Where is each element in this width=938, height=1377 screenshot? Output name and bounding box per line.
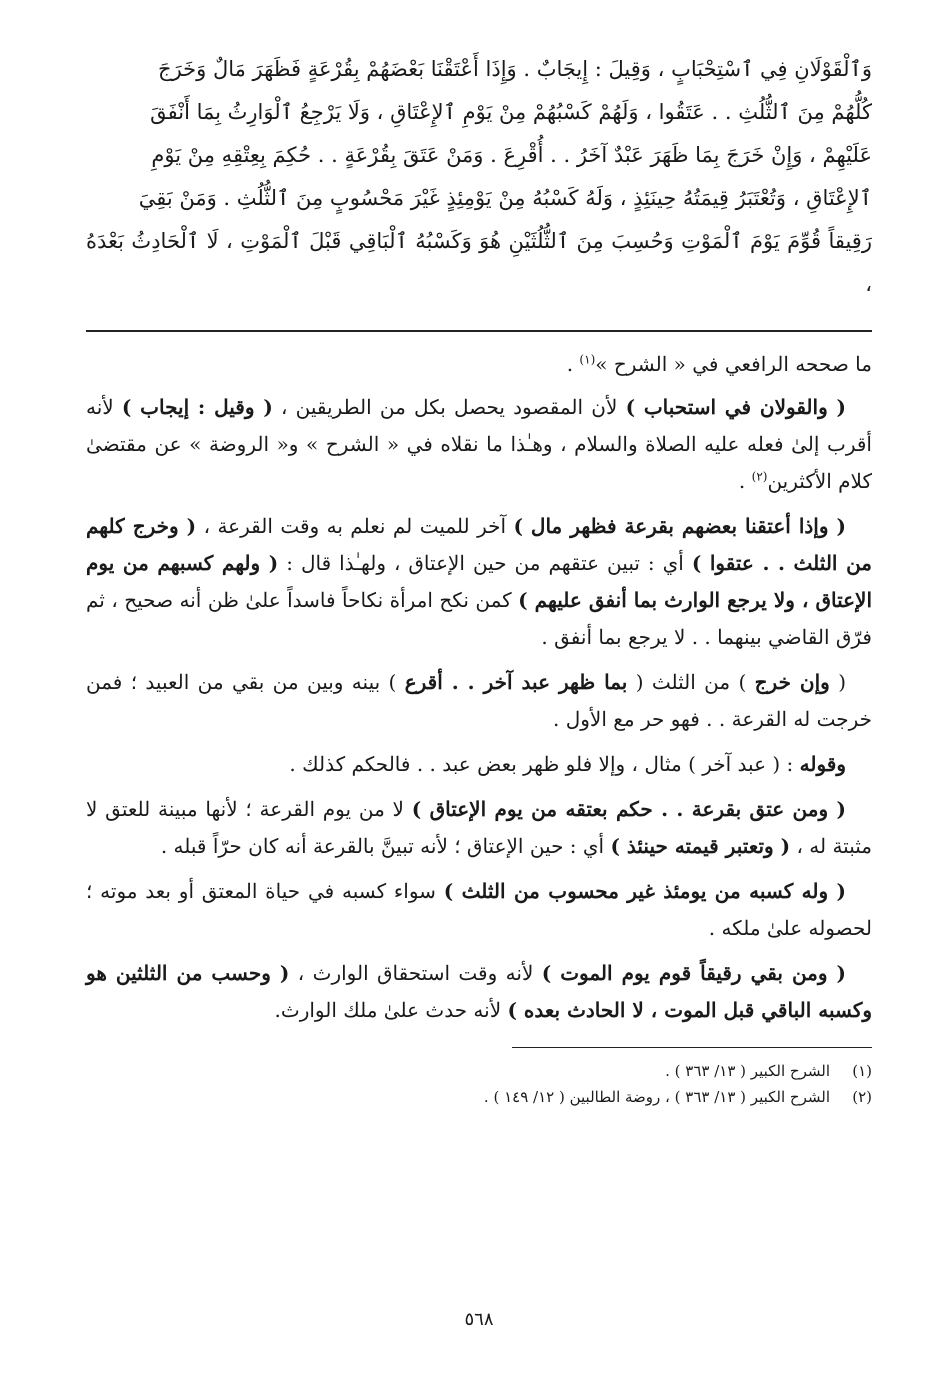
- page-number: ٥٦٨: [464, 1309, 494, 1330]
- quoted-matn: ( وقيل : إيجاب ): [121, 395, 273, 419]
- commentary-text: ) بينه وبين من بقي من العبيد ؛ فمن خرجت له القرعة . . فهو حر مع الأول .: [86, 670, 872, 731]
- commentary-text: لا من يوم القرعة ؛ لأنها مبينة للعتق لا مثبتة له ،: [86, 797, 872, 858]
- book-page: [86, 48, 872, 1348]
- commentary-paragraph: [86, 664, 872, 738]
- commentary-text: : ( عبد آخر ) مثال ، وإلا فلو ظهر بعض عبد . . فالحكم كذلك .: [289, 752, 800, 776]
- quoted-matn: ( ومن بقي رقيقاً قوم يوم الموت ): [541, 961, 846, 985]
- commentary-paragraph: [86, 746, 872, 783]
- commentary-text: ما صححه الرافعي في « الشرح »: [595, 352, 872, 376]
- footnote: [86, 1058, 872, 1084]
- footnote-number: (٢): [852, 1088, 872, 1106]
- quoted-matn: ( ولهم كسبهم من يوم الإعتاق ، ولا يرجع الوارث بما أنفق عليهم ): [86, 551, 873, 612]
- commentary-paragraph: [86, 955, 872, 1029]
- commentary-paragraph: [86, 791, 872, 865]
- quoted-matn: ( وتعتبر قيمته حينئذ ): [610, 834, 791, 858]
- matn-text-block: [86, 48, 872, 306]
- commentary-text: .: [738, 469, 752, 493]
- quoted-matn: بما ظهر عبد آخر . . أقرع: [404, 670, 628, 694]
- commentary-paragraph: [86, 508, 872, 656]
- commentary-text: .: [566, 352, 580, 376]
- commentary-block: [86, 346, 872, 1029]
- commentary-text: آخر للميت لم نعلم به وقت القرعة ،: [196, 514, 514, 538]
- quoted-matn: ( وله كسبه من يومئذ غير محسوب من الثلث ): [443, 879, 846, 903]
- footnote-divider: [512, 1047, 872, 1048]
- commentary-text: لأن المقصود يحصل بكل من الطريقين ،: [272, 395, 626, 419]
- matn-line: وَٱلْقَوْلَانِ فِي ٱسْتِحْبَابٍ ، وَقِيلَ : إِيجَابٌ . وَإِذَا أَعْتَقْنَا بَعْضَهُمْ بِقُرْعَةٍ فَظَهَرَ مَالٌ وَخَرَجَ: [158, 57, 872, 81]
- commentary-paragraph: [86, 873, 872, 947]
- commentary-text: لأنه أقرب إلىٰ فعله عليه الصلاة والسلام ، وهـٰذا ما نقلاه في « الشرح » و« الروضة » عن مقتضىٰ كلام الأكثرين: [86, 395, 872, 493]
- footnote-number: (١): [852, 1062, 872, 1080]
- commentary-text: أي : حين الإعتاق ؛ لأنه تبينَّ بالقرعة أنه كان حرّاً قبله .: [160, 834, 611, 858]
- footnote-ref: (١): [579, 352, 596, 367]
- footnote: [86, 1084, 872, 1110]
- matn-line: عَلَيْهِمْ ، وَإِنْ خَرَجَ بِمَا ظَهَرَ عَبْدٌ آخَرُ . . أُقْرِعَ . وَمَنْ عَتَقَ بِقُرْعَةٍ . . حُكِمَ بِعِتْقِهِ مِنْ يَوْمِ: [151, 143, 872, 167]
- commentary-text: لأنه حدث علىٰ ملك الوارث.: [274, 998, 508, 1022]
- footnote-ref: (٢): [751, 469, 768, 484]
- commentary-text: ) من الثلث (: [627, 670, 755, 694]
- footnote-text: الشرح الكبير ( ١٣/ ٣٦٣ ) ، روضة الطالبين ( ١٢/ ١٤٩ ) .: [483, 1088, 830, 1106]
- quoted-matn: ( وإذا أعتقنا بعضهم بقرعة فظهر مال ): [513, 514, 846, 538]
- quoted-matn: ( وحسب من الثلثين هو وكسبه الباقي قبل الموت ، لا الحادث بعده ): [86, 961, 872, 1022]
- matn-line: كُلُّهُمْ مِنَ ٱلثُّلُثِ . . عَتَقُوا ، وَلَهُمْ كَسْبُهُمْ مِنْ يَوْمِ ٱلإِعْتَاقِ ، وَلَا يَرْجِعُ ٱلْوَارِثُ بِمَا أَنْفَقَ: [150, 100, 872, 124]
- quoted-matn: ( والقولان في استحباب ): [625, 395, 847, 419]
- commentary-paragraph: [86, 346, 872, 383]
- commentary-text: سواء كسبه في حياة المعتق أو بعد موته ؛ لحصوله علىٰ ملكه .: [86, 879, 872, 940]
- matn-line: ٱلإِعْتَاقِ ، وَتُعْتَبَرُ قِيمَتُهُ حِينَئِذٍ ، وَلَهُ كَسْبُهُ مِنْ يَوْمِئِذٍ غَيْرَ مَحْسُوبٍ مِنَ ٱلثُّلُثِ . وَمَنْ بَقِيَ: [138, 186, 872, 210]
- commentary-text: (: [829, 670, 846, 694]
- commentary-text: كمن نكح امرأة نكاحاً فاسداً علىٰ ظن أنه صحيح ، ثم فرّق القاضي بينهما . . لا يرجع بما أنفق .: [86, 588, 872, 649]
- footnote-text: الشرح الكبير ( ١٣/ ٣٦٣ ) .: [665, 1062, 830, 1080]
- quoted-matn: ( وخرج كلهم من الثلث . . عتقوا ): [86, 514, 873, 575]
- quoted-matn: وقوله: [799, 752, 846, 776]
- footnotes-block: [86, 1058, 872, 1110]
- matn-line: رَقِيقاً قُوِّمَ يَوْمَ ٱلْمَوْتِ وَحُسِبَ مِنَ ٱلثُّلُثَيْنِ هُوَ وَكَسْبُهُ ٱلْبَاقِي قَبْلَ ٱلْمَوْتِ ، لَا ٱلْحَادِثُ بَعْدَهُ ،: [86, 229, 872, 296]
- commentary-text: لأنه وقت استحقاق الوارث ،: [289, 961, 542, 985]
- quoted-matn: ( ومن عتق بقرعة . . حكم بعتقه من يوم الإعتاق ): [411, 797, 846, 821]
- commentary-paragraph: [86, 389, 872, 500]
- matn-divider: [86, 330, 872, 332]
- quoted-matn: وإن خرج: [754, 670, 830, 694]
- commentary-text: أي : تبين عتقهم من حين الإعتاق ، ولهـٰذا قال :: [278, 551, 692, 575]
